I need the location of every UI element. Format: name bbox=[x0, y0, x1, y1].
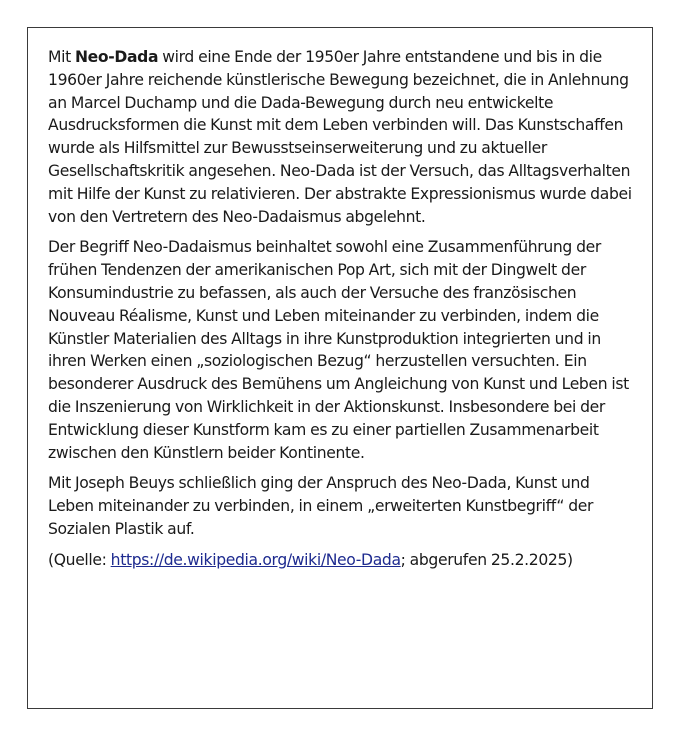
term-neo-dada: Neo-Dada bbox=[74, 48, 159, 66]
paragraph-beuys: Mit Joseph Beuys schließlich ging der Anspruch des Neo-Dada, Kunst und Leben miteinander zu verbinden, in einem „erweiterten Kunstbegriff“ der Sozialen Plastik auf. bbox=[48, 474, 594, 538]
paragraph-intro bbox=[48, 46, 634, 228]
paragraph-definition: Der Begriff Neo-Dadaismus beinhaltet sowohl eine Zusammenführung der frühen Tendenzen der amerikanischen Pop Art, sich mit der Dingwelt der Konsumindustrie zu befassen, als auch der Versuche des französischen Nouveau Réalisme, Kunst und Leben miteinander zu verbinden, indem die Künstler Materialien des Alltags in ihre Kunstproduktion integrierten und in ihren Werken einen „soziologischen Bezug“ herzustellen versuchten. Ein besonderer Ausdruck des Bemühens um Angleichung von Kunst und Leben ist die Inszenierung von Wirklichkeit in der Aktionskunst. Insbesondere bei der Entwicklung dieser Kunstform kam es zu einer partiellen Zusammenarbeit zwischen den Künstlern beider Kontinente. bbox=[48, 238, 629, 462]
source-link[interactable]: https://de.wikipedia.org/wiki/Neo-Dada bbox=[110, 550, 401, 569]
intro-lead: Mit bbox=[48, 48, 75, 66]
source-suffix: ; abgerufen 25.2.2025) bbox=[400, 550, 573, 569]
source-prefix: (Quelle: bbox=[48, 550, 111, 569]
text-box bbox=[27, 27, 653, 709]
intro-body: wird eine Ende der 1950er Jahre entstandene und bis in die 1960er Jahre reichende künstlerische Bewegung bezeichnet, die in Anlehnung an Marcel Duchamp und die Dada-Bewegung durch neu entwickelte Ausdrucksformen die Kunst mit dem Leben verbinden will. Das Kunstschaffen wurde als Hilfsmittel zur Bewusstseinserweiterung und zu aktueller Gesellschaftskritik angesehen. Neo-Dada ist der Versuch, das Alltagsverhalten mit Hilfe der Kunst zu relativieren. Der abstrakte Expressionismus wurde dabei von den Vertretern des Neo-Dadaismus abgelehnt. bbox=[48, 48, 632, 226]
source-note bbox=[48, 549, 634, 572]
